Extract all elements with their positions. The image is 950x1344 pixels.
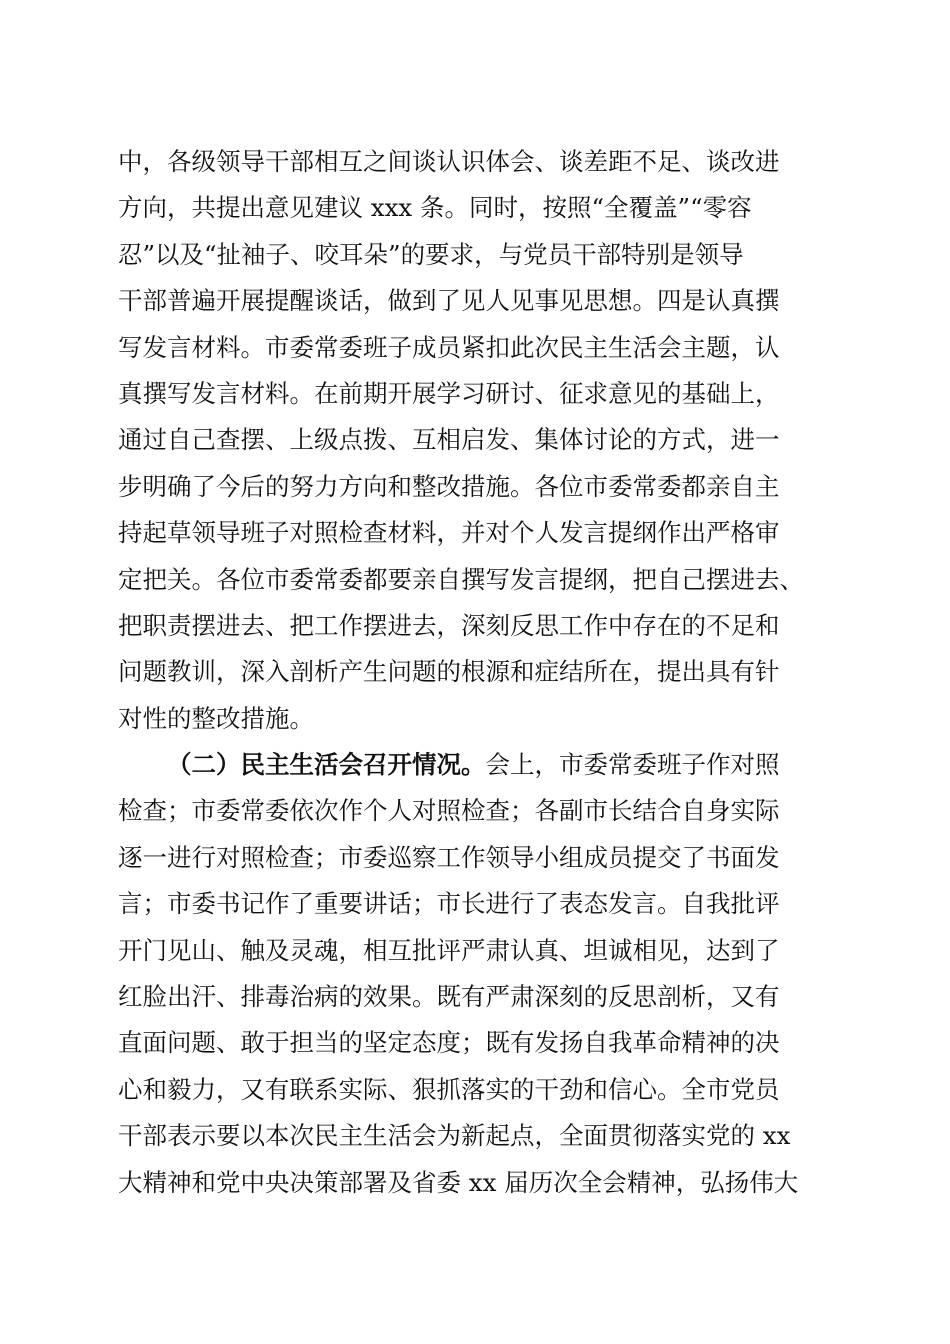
body-line: 真撰写发言材料。在前期开展学习研讨、征求意见的基础上， (118, 378, 780, 408)
body-line: 干部表示要以本次民主生活会为新起点，全面贯彻落实党的 xx (118, 1121, 791, 1151)
section-heading-line (118, 742, 858, 788)
body-line: 对性的整改措施。 (118, 703, 314, 733)
body-line: 中，各级领导干部相互之间谈认识体会、谈差距不足、谈改进 (118, 147, 780, 176)
body-line: 直面问题、敢于担当的坚定态度；既有发扬自我革命精神的决 (118, 1028, 780, 1058)
section-heading: （二）民主生活会召开情况。 (167, 750, 486, 780)
body-line: 言；市委书记作了重要讲话；市长进行了表态发言。自我批评 (118, 889, 780, 919)
body-line: 忍”以及“扯袖子、咬耳朵”的要求，与党员干部特别是领导 (118, 239, 744, 269)
document-body (118, 139, 858, 1206)
body-line: 定把关。各位市委常委都要亲自撰写发言提纲，把自己摆进去、 (118, 564, 804, 594)
body-line: 大精神和党中央决策部署及省委 xx 届历次全会精神，弘扬伟大 (118, 1167, 799, 1197)
body-line: 写发言材料。市委常委班子成员紧扣此次民主生活会主题，认 (118, 332, 780, 362)
body-line: 逐一进行对照检查；市委巡察工作领导小组成员提交了书面发 (118, 842, 780, 872)
body-line: 步明确了今后的努力方向和整改措施。各位市委常委都亲自主 (118, 471, 780, 501)
body-line: 方向，共提出意见建议 xxx 条。同时，按照“全覆盖”“零容 (118, 193, 752, 223)
body-line: 检查；市委常委依次作个人对照检查；各副市长结合自身实际 (118, 796, 780, 826)
body-line: 红脸出汗、排毒治病的效果。既有严肃深刻的反思剖析，又有 (118, 982, 780, 1012)
body-line: 把职责摆进去、把工作摆进去，深刻反思工作中存在的不足和 (118, 610, 780, 640)
body-line: 问题教训，深入剖析产生问题的根源和症结所在，提出具有针 (118, 657, 780, 687)
body-line: 通过自己查摆、上级点拨、互相启发、集体讨论的方式，进一 (118, 425, 780, 455)
body-line: 干部普遍开展提醒谈话，做到了见人见事见思想。四是认真撰 (118, 286, 780, 316)
body-line: 心和毅力，又有联系实际、狠抓落实的干劲和信心。全市党员 (118, 1074, 780, 1104)
section-heading-rest: 会上，市委常委班子作对照 (485, 750, 780, 780)
body-line: 持起草领导班子对照检查材料，并对个人发言提纲作出严格审 (118, 518, 780, 548)
body-line: 开门见山、触及灵魂，相互批评严肃认真、坦诚相见，达到了 (118, 935, 780, 965)
